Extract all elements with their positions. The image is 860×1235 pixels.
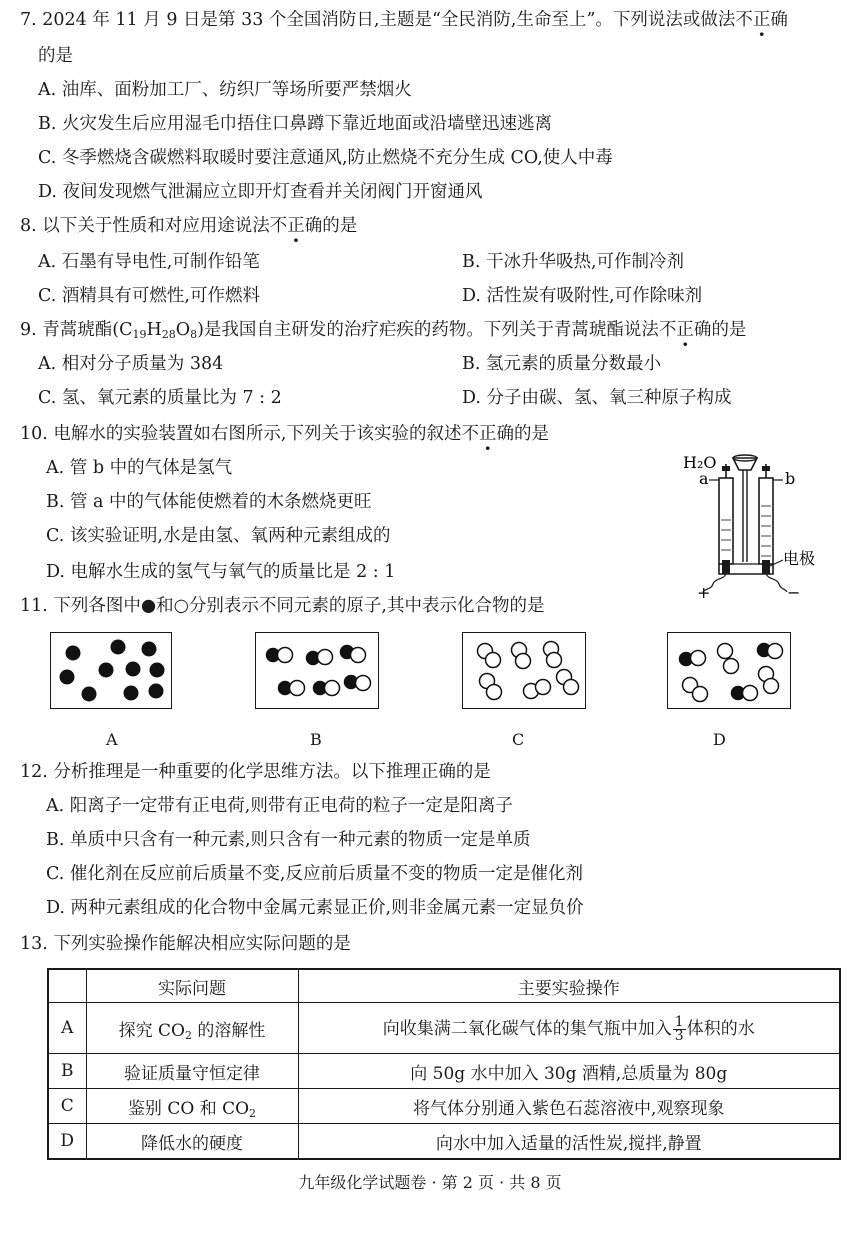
table-row [48, 1089, 840, 1124]
header-cell-operation: 主要实验操作 [298, 969, 840, 1003]
row-problem: 验证质量守恒定律 [86, 1054, 298, 1089]
q8-option-d: D. 活性炭有吸附性,可作除味剂 [462, 286, 703, 306]
tube-b-label: b [785, 469, 796, 488]
q11-label-b: B [310, 730, 322, 749]
row-operation: 向水中加入适量的活性炭,搅拌,静置 [298, 1124, 840, 1160]
q13-stem: 13. 下列实验操作能解决相应实际问题的是 [20, 934, 351, 954]
q11-label-a: A [106, 730, 118, 749]
q13-table [47, 968, 841, 1160]
q12-option-b: B. 单质中只含有一种元素,则只含有一种元素的物质一定是单质 [46, 830, 531, 850]
q7-option-b: B. 火灾发生后应用湿毛巾捂住口鼻蹲下靠近地面或沿墙壁迅速逃离 [38, 114, 552, 134]
q9-option-b: B. 氢元素的质量分数最小 [462, 354, 661, 374]
q12-option-a: A. 阳离子一定带有正电荷,则带有正电荷的粒子一定是阳离子 [46, 796, 513, 816]
q7-option-d: D. 夜间发现燃气泄漏应立即开灯查看并关闭阀门开窗通风 [38, 182, 483, 202]
electrolysis-apparatus-figure [675, 450, 835, 600]
q11-label-d: D [713, 730, 726, 749]
fraction-one-third: $\frac{1}{3}$ [674, 1013, 684, 1044]
q11-label-c: C [512, 730, 525, 749]
q10-option-a: A. 管 b 中的气体是氢气 [46, 458, 233, 478]
q11-stem: 11. 下列各图中●和○分别表示不同元素的原子,其中表示化合物的是 [20, 596, 545, 616]
row-operation: 向收集满二氧化碳气体的集气瓶中加入 $\frac{1}{3}$ 体积的水 [298, 1003, 840, 1054]
electrode-label: 电极 [783, 549, 816, 568]
q8-option-a: A. 石墨有导电性,可制作铅笔 [38, 252, 260, 272]
row-key: A [48, 1003, 86, 1054]
row-problem: 探究 $CO_2$ 的溶解性 [86, 1003, 298, 1054]
header-cell-problem: 实际问题 [86, 969, 298, 1003]
h2o-label: H₂O [683, 453, 717, 472]
q10-option-b: B. 管 a 中的气体能使燃着的木条燃烧更旺 [46, 492, 372, 512]
q10-option-d: D. 电解水生成的氢气与氧气的质量比是 2 : 1 [46, 562, 396, 582]
plus-sign: + [697, 583, 711, 600]
row-key: D [48, 1124, 86, 1160]
q11-figure-c [462, 632, 586, 709]
q10-emphasis: 不正确 [461, 424, 514, 444]
table-row [48, 1003, 840, 1054]
row-operation: 将气体分别通入紫色石蕊溶液中,观察现象 [298, 1089, 840, 1124]
q12-option-d: D. 两种元素组成的化合物中金属元素显正价,则非金属元素一定显负价 [46, 898, 584, 918]
q10-option-c: C. 该实验证明,水是由氢、氧两种元素组成的 [46, 526, 391, 546]
q12-stem: 12. 分析推理是一种重要的化学思维方法。以下推理正确的是 [20, 762, 491, 782]
q8-stem: 8. 以下关于性质和对应用途说法不正确的是 [20, 216, 358, 236]
q7-option-c: C. 冬季燃烧含碳燃料取暖时要注意通风,防止燃烧不充分生成 CO,使人中毒 [38, 148, 613, 168]
q9-option-d: D. 分子由碳、氢、氧三种原子构成 [462, 388, 732, 408]
tube-a-label: a [699, 469, 709, 488]
q12-option-c: C. 催化剂在反应前后质量不变,反应前后质量不变的物质一定是催化剂 [46, 864, 583, 884]
table-header-row [48, 969, 840, 1003]
q11-figure-d [667, 632, 791, 709]
minus-sign: − [787, 583, 801, 600]
q10-stem: 10. 电解水的实验装置如右图所示,下列关于该实验的叙述不正确的是 [20, 424, 549, 444]
row-problem: 鉴别 CO 和 $CO_2$ [86, 1089, 298, 1124]
header-cell-blank [48, 969, 86, 1003]
table-row [48, 1054, 840, 1089]
q11-figure-a [50, 632, 172, 709]
row-problem: 降低水的硬度 [86, 1124, 298, 1160]
q9-option-c: C. 氢、氧元素的质量比为 7 : 2 [38, 388, 282, 408]
row-key: B [48, 1054, 86, 1089]
q7-stem-cont: 的是 [38, 46, 73, 66]
q8-emphasis: 不正确 [269, 216, 323, 236]
page-footer: 九年级化学试题卷 · 第 2 页 · 共 8 页 [298, 1173, 562, 1192]
q11-figure-b [255, 632, 379, 709]
q8-option-b: B. 干冰升华吸热,可作制冷剂 [462, 252, 685, 272]
q9-stem: 9. 青蒿琥酯$(C_{19}H_{28}O_8)$是我国自主研发的治疗疟疾的药物。下列关于青蒿琥酯说法不正确的是 [20, 320, 747, 341]
table-row [48, 1124, 840, 1160]
q9-emphasis: 不正确 [658, 320, 712, 340]
q7-emphasis: 不正确 [735, 10, 788, 30]
q7-option-a: A. 油库、面粉加工厂、纺织厂等场所要严禁烟火 [38, 80, 412, 100]
row-key: C [48, 1089, 86, 1124]
q9-option-a: A. 相对分子质量为 384 [38, 354, 224, 374]
row-operation: 向 50g 水中加入 30g 酒精,总质量为 80g [298, 1054, 840, 1089]
q7-stem-text: 7. 2024 年 11 月 9 日是第 33 个全国消防日,主题是“全民消防,生命至上”。下列说法或做法 [20, 10, 736, 30]
q7-stem [20, 8, 788, 32]
q8-option-c: C. 酒精具有可燃性,可作燃料 [38, 286, 260, 306]
